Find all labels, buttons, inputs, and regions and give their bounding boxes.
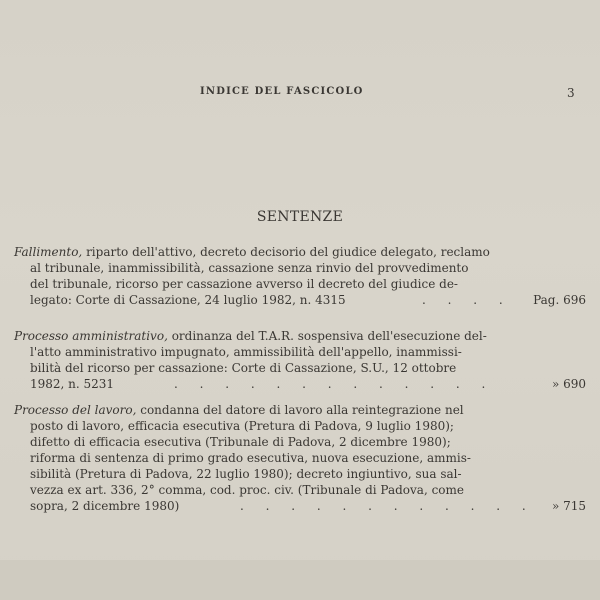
entry-line [14,244,586,260]
running-head: INDICE DEL FASCICOLO [200,86,364,97]
entry-text: legato: Corte di Cassazione, 24 luglio 1982, n. 4315 [30,293,346,307]
section-title: SENTENZE [256,209,344,225]
dot-leader: . . . . [422,293,512,307]
entry-line: riforma di sentenza di primo grado esecutiva, nuova esecuzione, ammis- [30,451,471,465]
page-bottom-edge [0,560,600,600]
entry-line [14,292,586,308]
entry-line [14,402,586,418]
page-reference: » 690 [551,377,586,391]
entry-line: posto di lavoro, efficacia esecutiva (Pretura di Padova, 9 luglio 1980); [30,419,454,433]
index-entry-processo-amministrativo [14,328,586,392]
entry-text: riparto dell'attivo, decreto decisorio del giudice delegato, reclamo [82,245,490,259]
page-reference: » 715 [551,499,586,513]
entry-text: condanna del datore di lavoro alla reintegrazione nel [136,403,464,417]
page-number: 3 [567,86,575,100]
entry-line [14,498,586,514]
entry-line [14,376,586,392]
dot-leader: . . . . . . . . . . . . . [174,377,495,391]
entry-text: 1982, n. 5231 [30,377,115,391]
entry-line: del tribunale, ricorso per cassazione avverso il decreto del giudice de- [30,277,458,291]
entry-text: sopra, 2 dicembre 1980) [30,499,180,513]
index-entry-fallimento [14,244,586,308]
index-entry-processo-del-lavoro [14,402,586,514]
entry-line: al tribunale, inammissibilità, cassazione senza rinvio del provvedimento [30,261,469,275]
entry-line: sibilità (Pretura di Padova, 22 luglio 1980); decreto ingiuntivo, sua sal- [30,467,462,481]
entry-line [14,328,586,344]
page-reference: Pag. 696 [533,293,586,307]
entry-term: Fallimento, [14,245,83,259]
dot-leader: . . . . . . . . . . . . [240,499,535,513]
entry-term: Processo del lavoro, [14,403,137,417]
entry-line: l'atto amministrativo impugnato, ammissibilità dell'appello, inammissi- [30,345,462,359]
entry-term: Processo amministrativo, [14,329,168,343]
entry-line: bilità del ricorso per cassazione: Corte di Cassazione, S.U., 12 ottobre [30,361,457,375]
entry-text: ordinanza del T.A.R. sospensiva dell'esecuzione del- [167,329,487,343]
entry-line: difetto di efficacia esecutiva (Tribunale di Padova, 2 dicembre 1980); [30,435,451,449]
entry-line: vezza ex art. 336, 2° comma, cod. proc. civ. (Tribunale di Padova, come [30,483,465,497]
